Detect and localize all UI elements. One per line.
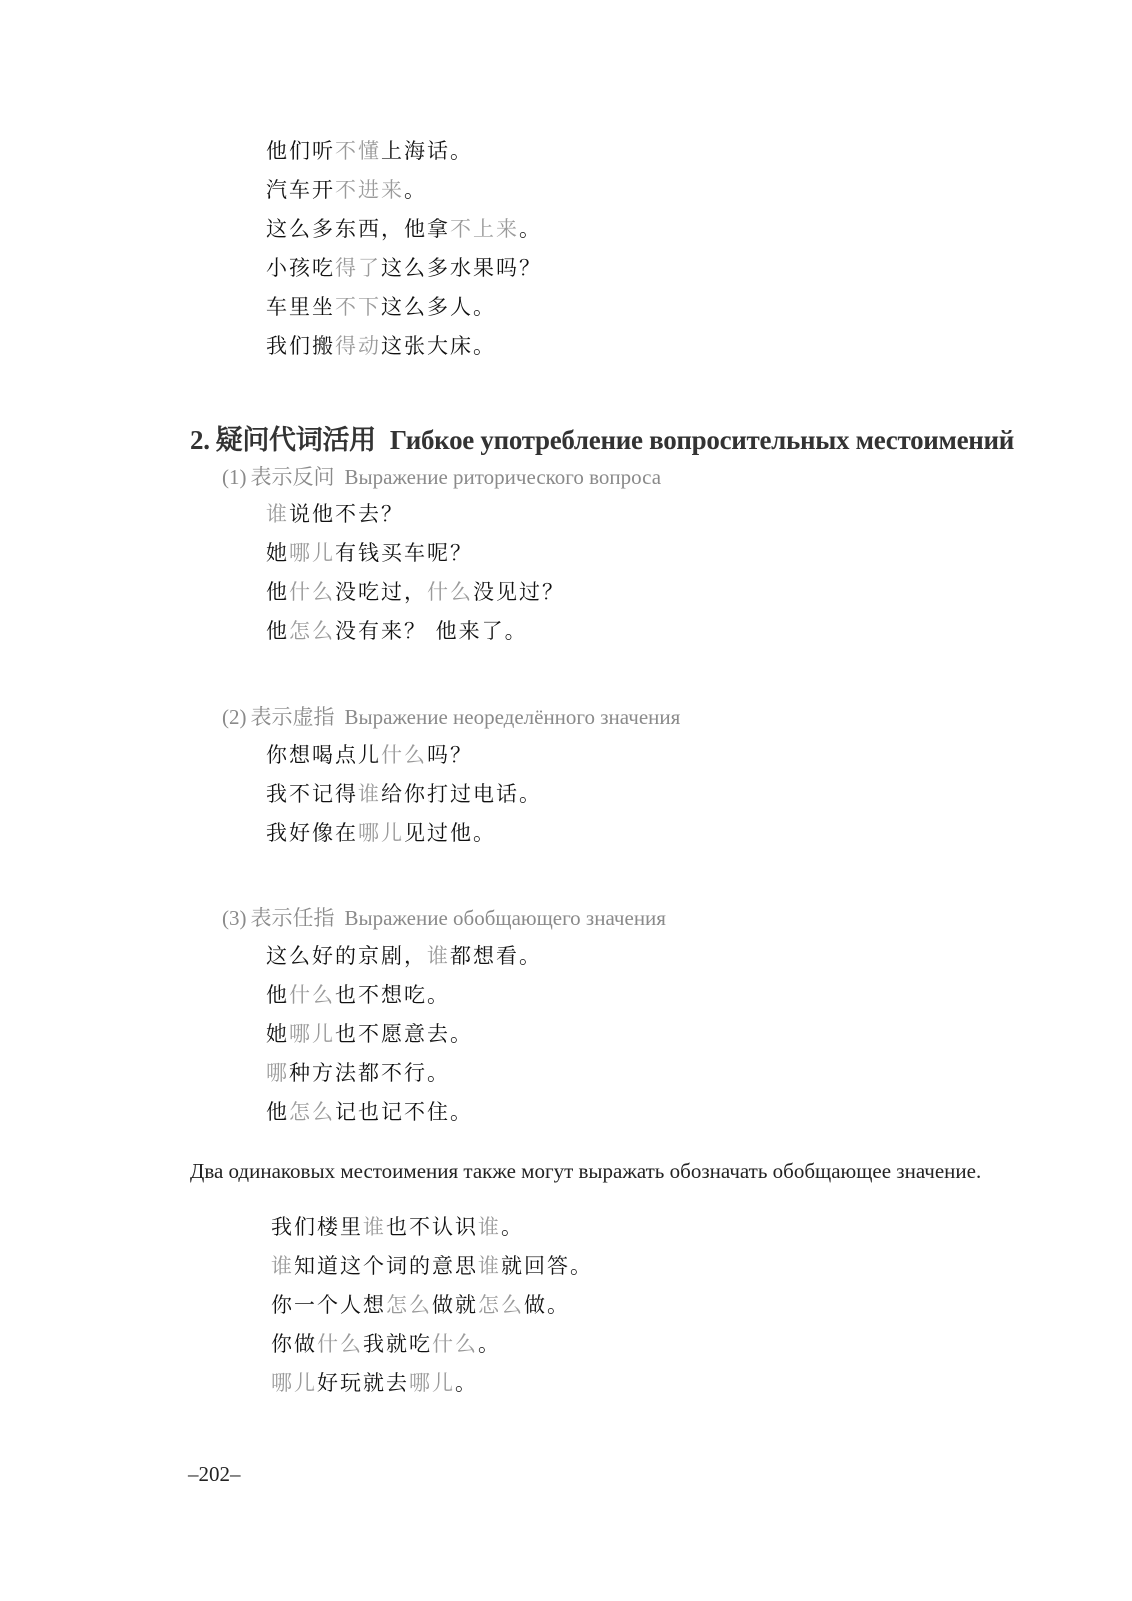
example-line: 我们楼里谁也不认识谁。 <box>271 1215 524 1239</box>
example-line: 我好像在哪儿见过他。 <box>266 821 496 845</box>
example-line: 你做什么我就吃什么。 <box>271 1332 501 1356</box>
example-line: 他什么没吃过，什么没见过？ <box>266 580 565 604</box>
example-line: 小孩吃得了这么多水果吗？ <box>266 256 542 280</box>
subsection-heading: (2) 表示虚指 Выражение неоределённого значения <box>222 705 681 729</box>
section-heading <box>190 418 1014 457</box>
page-number: –202– <box>188 1462 241 1486</box>
example-line: 汽车开不进来。 <box>266 178 427 202</box>
example-line: 哪种方法都不行。 <box>266 1061 450 1085</box>
section-title-zh: 疑问代词活用 <box>215 425 376 455</box>
example-line: 这么多东西，他拿不上来。 <box>266 217 542 241</box>
example-line: 谁知道这个词的意思谁就回答。 <box>271 1254 593 1278</box>
example-line: 谁说他不去？ <box>266 502 404 526</box>
example-line: 我不记得谁给你打过电话。 <box>266 782 542 806</box>
example-line: 你一个人想怎么做就怎么做。 <box>271 1293 570 1317</box>
example-line: 他怎么记也记不住。 <box>266 1100 473 1124</box>
example-line: 哪儿好玩就去哪儿。 <box>271 1371 478 1395</box>
example-line: 他什么也不想吃。 <box>266 983 450 1007</box>
example-line: 她哪儿也不愿意去。 <box>266 1022 473 1046</box>
section-title-ru: Гибкое употребление вопросительных местоимений <box>389 425 1015 455</box>
example-line: 车里坐不下这么多人。 <box>266 295 496 319</box>
subsection-heading: (1) 表示反问 Выражение риторического вопроса <box>222 465 662 489</box>
example-line: 他怎么没有来？ 他来了。 <box>266 619 528 643</box>
example-line: 他们听不懂上海话。 <box>266 139 473 163</box>
section-number: 2. <box>190 425 210 455</box>
example-line: 我们搬得动这张大床。 <box>266 334 496 358</box>
subsection-heading: (3) 表示任指 Выражение обобщающего значения <box>222 906 666 930</box>
explanation-paragraph: Два одинаковых местоимения также могут выражать обозначать обобщающее значение. <box>190 1159 982 1183</box>
example-line: 你想喝点儿什么吗？ <box>266 743 473 767</box>
example-line: 她哪儿有钱买车呢？ <box>266 541 473 565</box>
example-line: 这么好的京剧，谁都想看。 <box>266 944 542 968</box>
